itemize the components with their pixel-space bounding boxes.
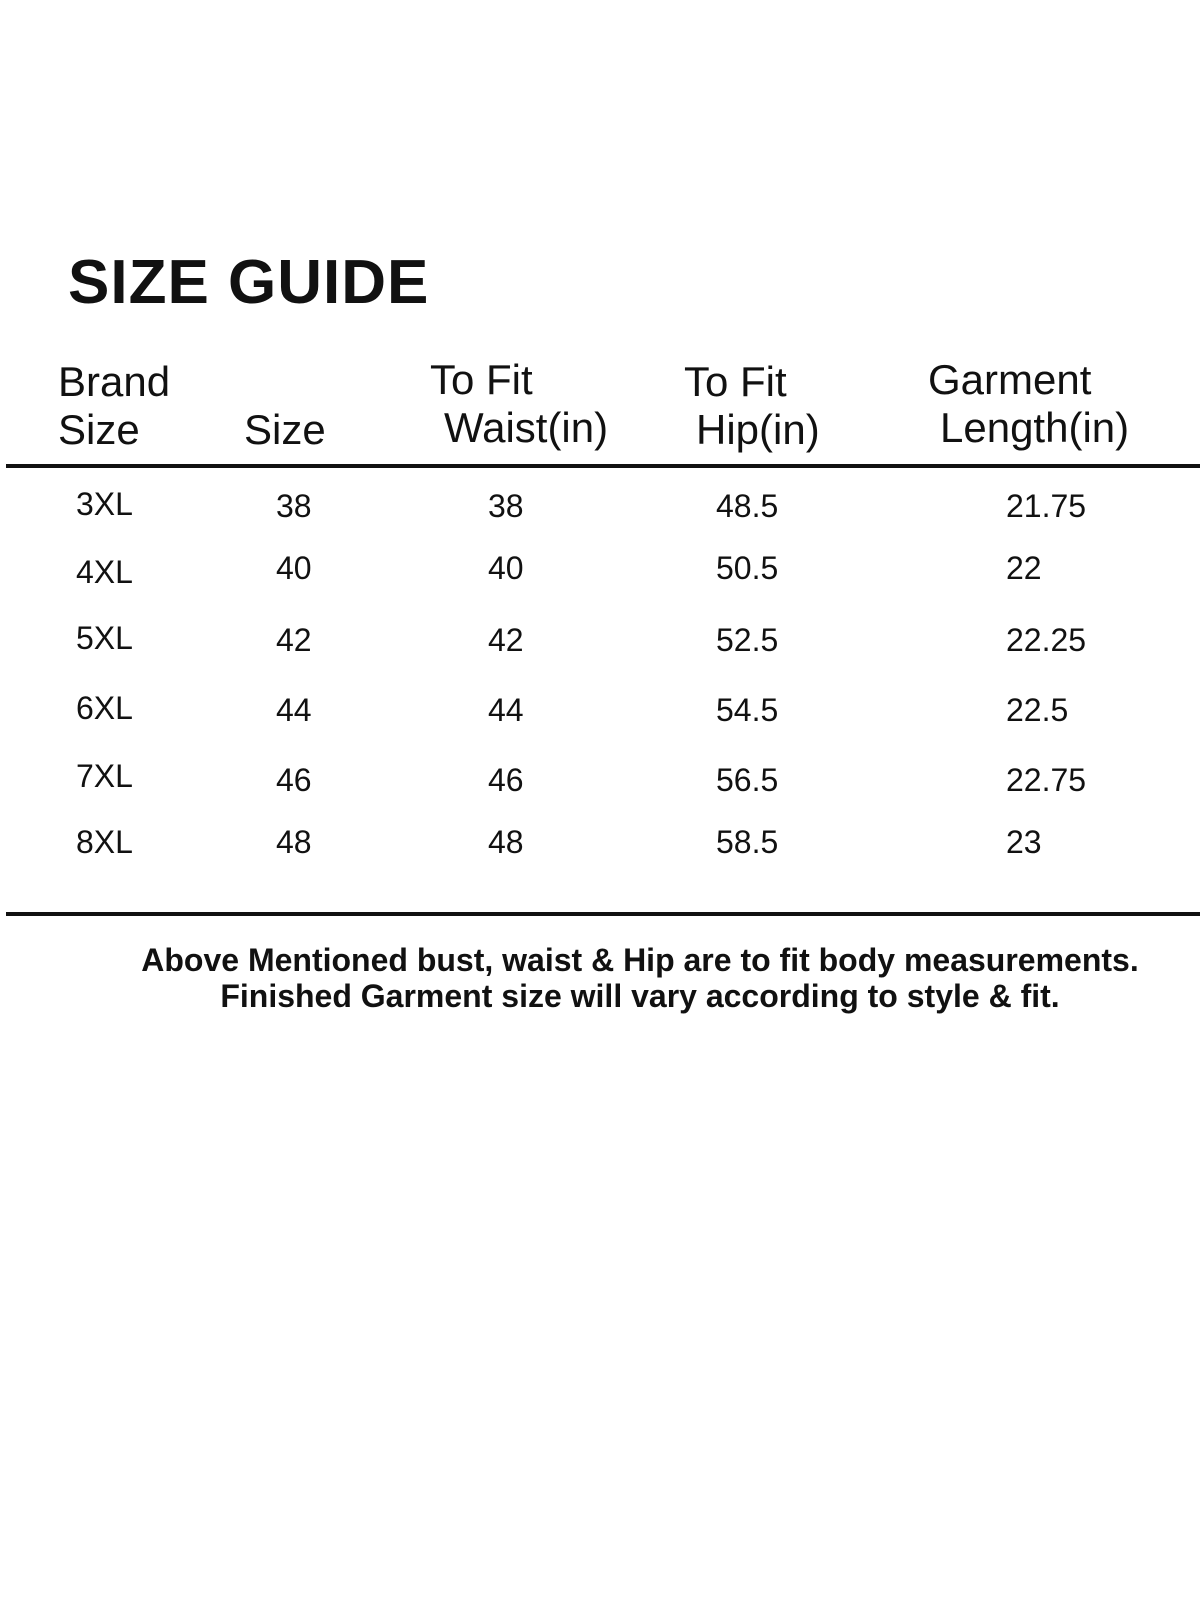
header-brand-size xyxy=(58,358,170,454)
header-brand-size-line1: Brand xyxy=(58,358,171,405)
header-hip xyxy=(684,358,820,454)
header-waist-line2: Waist(in) xyxy=(444,404,609,451)
header-garment-length xyxy=(928,356,1129,452)
table-cell: 44 xyxy=(276,692,312,728)
table-cell: 42 xyxy=(276,622,312,658)
header-size-line1 xyxy=(244,358,326,406)
table-cell: 7XL xyxy=(76,758,133,794)
table-cell: 6XL xyxy=(76,690,133,726)
table-cell: 52.5 xyxy=(716,622,779,658)
table-cell: 48.5 xyxy=(716,488,779,524)
table-cell: 22.5 xyxy=(1006,692,1069,728)
header-size xyxy=(244,358,326,454)
table-cell: 21.75 xyxy=(1006,488,1087,524)
table-cell: 58.5 xyxy=(716,824,779,860)
table-cell: 8XL xyxy=(76,824,133,860)
fit-note xyxy=(0,942,1200,1014)
table-cell: 38 xyxy=(276,488,312,524)
header-brand-size-line2: Size xyxy=(58,406,140,453)
table-cell: 4XL xyxy=(76,554,133,590)
table-cell: 22.75 xyxy=(1006,762,1087,798)
header-waist xyxy=(430,356,608,452)
page-title: SIZE GUIDE xyxy=(68,248,430,317)
header-divider xyxy=(6,464,1200,468)
table-cell: 50.5 xyxy=(716,550,779,586)
table-cell: 42 xyxy=(488,622,524,658)
table-cell: 38 xyxy=(488,488,524,524)
table-cell: 22 xyxy=(1006,550,1042,586)
header-hip-line2: Hip(in) xyxy=(696,406,820,453)
table-cell: 48 xyxy=(276,824,312,860)
fit-note-line2: Finished Garment size will vary according to style & fit. xyxy=(220,978,1060,1014)
table-cell: 48 xyxy=(488,824,524,860)
table-cell: 5XL xyxy=(76,620,133,656)
header-size-line2: Size xyxy=(244,406,326,453)
fit-note-line1: Above Mentioned bust, waist & Hip are to fit body measurements. xyxy=(141,942,1139,978)
header-hip-line1: To Fit xyxy=(684,358,787,405)
table-cell: 23 xyxy=(1006,824,1042,860)
table-cell: 40 xyxy=(276,550,312,586)
footer-divider xyxy=(6,912,1200,916)
table-cell: 46 xyxy=(276,762,312,798)
header-length-line1: Garment xyxy=(928,356,1092,403)
table-cell: 22.25 xyxy=(1006,622,1087,658)
table-cell: 44 xyxy=(488,692,524,728)
table-cell: 56.5 xyxy=(716,762,779,798)
table-cell: 46 xyxy=(488,762,524,798)
header-length-line2: Length(in) xyxy=(940,404,1130,451)
table-cell: 40 xyxy=(488,550,524,586)
table-cell: 3XL xyxy=(76,486,133,522)
header-waist-line1: To Fit xyxy=(430,356,533,403)
table-cell: 54.5 xyxy=(716,692,779,728)
